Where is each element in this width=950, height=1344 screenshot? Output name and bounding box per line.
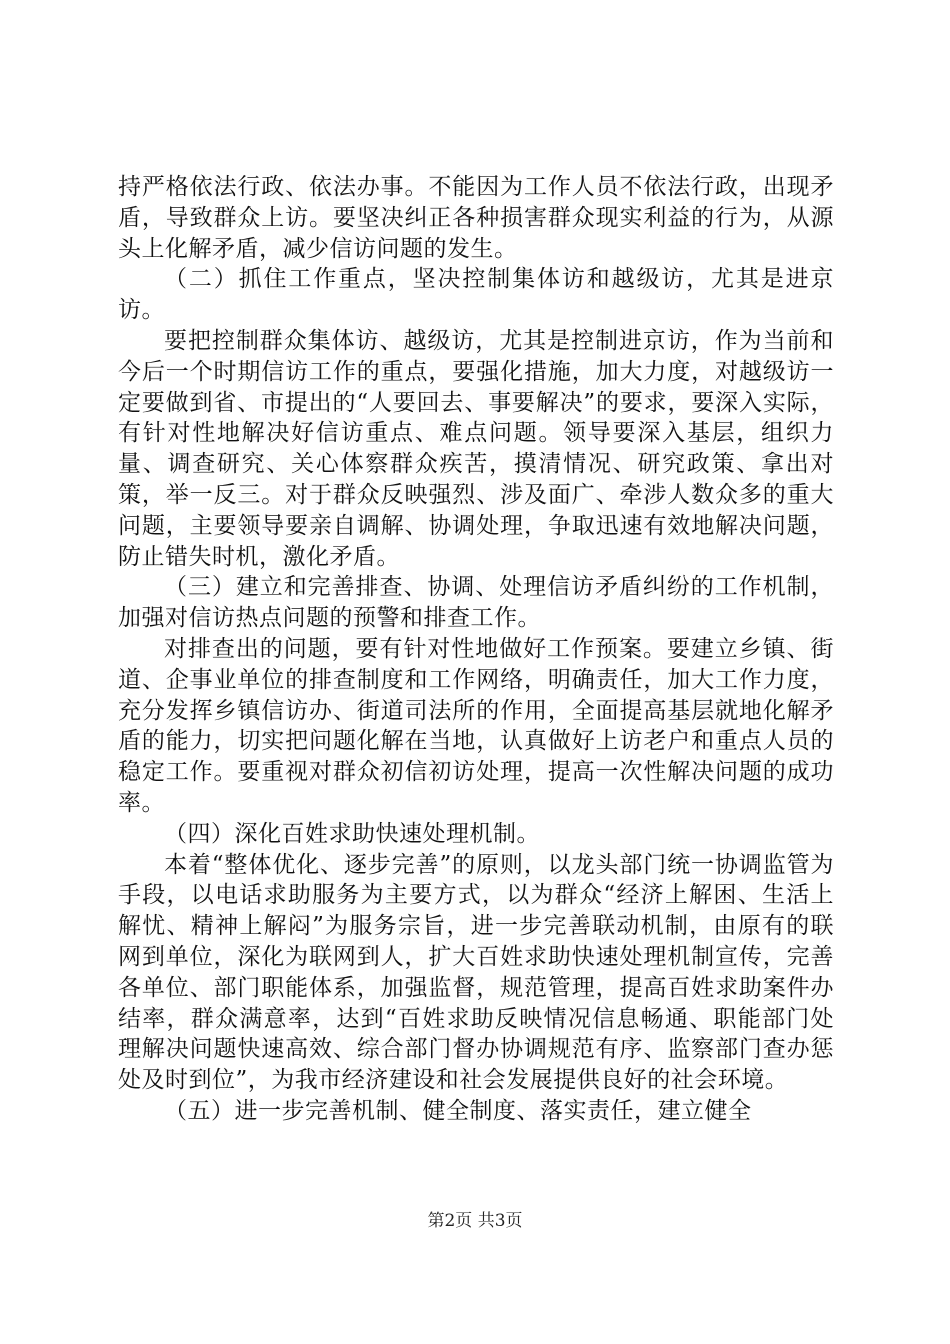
page-footer (0, 1210, 950, 1232)
document-body (118, 172, 834, 1127)
paragraph-body: 本着“整体优化、逐步完善”的原则，以龙头部门统一协调监管为手段，以电话求助服务为主要方式，以为群众“经济上解困、生活上解忧、精神上解闷”为服务宗旨，进一步完善联动机制，由原有的联网到单位，深化为联网到人，扩大百姓求助快速处理机制宣传，完善各单位、部门职能体系，加强监督，规范管理，提高百姓求助案件办结率，群众满意率，达到“百姓求助反映情况信息畅通、职能部门处理解决问题快速高效、综合部门督办协调规范有序、监察部门查办惩处及时到位”，为我市经济建设和社会发展提供良好的社会环境。 (118, 851, 834, 1094)
paragraph-body: 要把控制群众集体访、越级访，尤其是控制进京访，作为当前和今后一个时期信访工作的重点，要强化措施，加大力度，对越级访一定要做到省、市提出的“人要回去、事要解决”的要求，要深入实际，有针对性地解决好信访重点、难点问题。领导要深入基层，组织力量、调查研究、关心体察群众疾苦，摸清情况、研究政策、拿出对策，举一反三。对于群众反映强烈、涉及面广、牵涉人数众多的重大问题，主要领导要亲自调解、协调处理，争取迅速有效地解决问题，防止错失时机，激化矛盾。 (118, 327, 834, 570)
section-heading-5: （五）进一步完善机制、健全制度、落实责任，建立健全 (164, 1097, 752, 1124)
section-heading-4: （四）深化百姓求助快速处理机制。 (164, 820, 540, 847)
page-number: 第2页 共3页 (427, 1211, 523, 1231)
paragraph-body: 对排查出的问题，要有针对性地做好工作预案。要建立乡镇、街道、企事业单位的排查制度和工作网络，明确责任，加大工作力度，充分发挥乡镇信访办、街道司法所的作用，全面提高基层就地化解矛盾的能力，切实把问题化解在当地，认真做好上访老户和重点人员的稳定工作。要重视对群众初信初访处理，提高一次性解决问题的成功率。 (118, 635, 834, 816)
section-heading-2: （二）抓住工作重点，坚决控制集体访和越级访，尤其是进京访。 (118, 266, 834, 324)
paragraph-continuation: 持严格依法行政、依法办事。不能因为工作人员不依法行政，出现矛盾，导致群众上访。要坚决纠正各种损害群众现实利益的行为，从源头上化解矛盾，减少信访问题的发生。 (118, 174, 834, 262)
section-heading-3: （三）建立和完善排查、协调、处理信访矛盾纠纷的工作机制，加强对信访热点问题的预警和排查工作。 (118, 574, 834, 632)
